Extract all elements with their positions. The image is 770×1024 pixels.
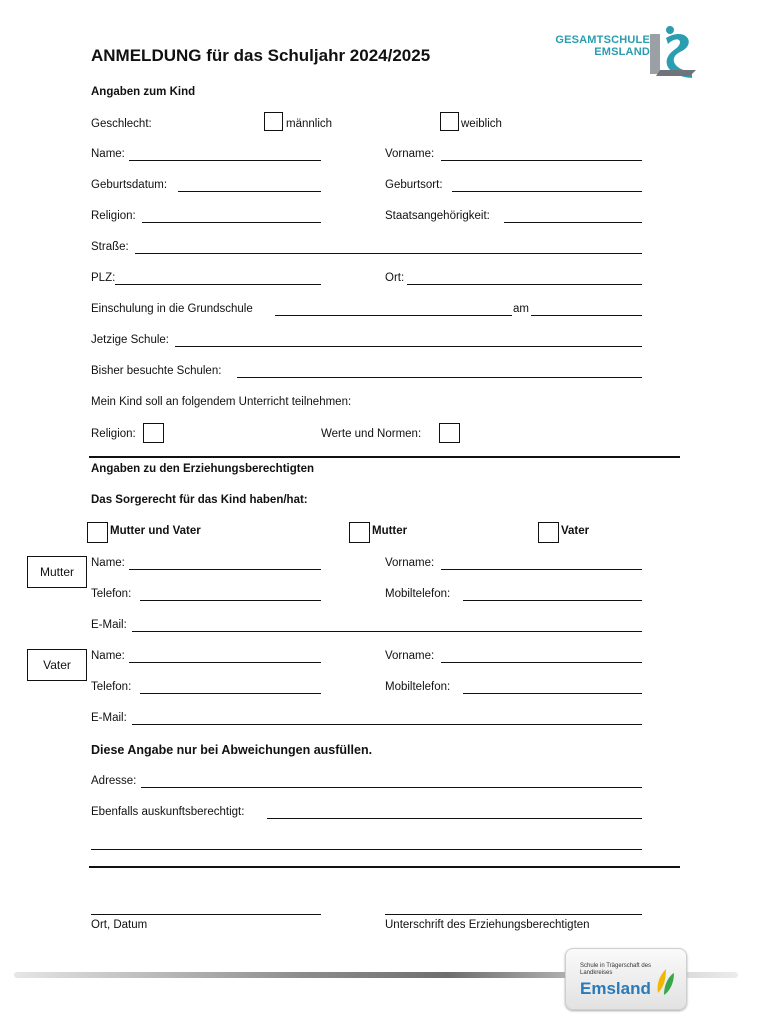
vater-mobil-label: Mobiltelefon: bbox=[385, 681, 451, 693]
vater-vorname-field[interactable] bbox=[441, 662, 642, 663]
sorgerecht-vater-checkbox[interactable] bbox=[538, 522, 559, 543]
sorgerecht-beide-label: Mutter und Vater bbox=[110, 525, 201, 537]
mutter-vorname-field[interactable] bbox=[441, 569, 642, 570]
weiblich-label: weiblich bbox=[461, 118, 502, 130]
emsland-badge bbox=[565, 948, 687, 1010]
sorgerecht-beide-checkbox[interactable] bbox=[87, 522, 108, 543]
adresse-label: Adresse: bbox=[91, 775, 137, 787]
religion-field[interactable] bbox=[142, 222, 321, 223]
mutter-email-label: E-Mail: bbox=[91, 619, 127, 631]
unterschrift-field[interactable] bbox=[385, 914, 642, 915]
auskunft-field[interactable] bbox=[267, 818, 642, 819]
sorgerecht-mutter-label: Mutter bbox=[372, 525, 408, 537]
maennlich-label: männlich bbox=[286, 118, 333, 130]
mutter-mobil-label: Mobiltelefon: bbox=[385, 588, 451, 600]
vater-email-label: E-Mail: bbox=[91, 712, 127, 724]
kind-name-label: Name: bbox=[91, 148, 125, 160]
ort-field[interactable] bbox=[407, 284, 642, 285]
mutter-email-field[interactable] bbox=[132, 631, 642, 632]
logo-line1: GESAMTSCHULE bbox=[555, 34, 650, 46]
strasse-field[interactable] bbox=[135, 253, 642, 254]
school-logo bbox=[556, 24, 706, 80]
maennlich-checkbox[interactable] bbox=[264, 112, 283, 131]
ort-label: Ort: bbox=[385, 272, 405, 284]
einschulung-field[interactable] bbox=[275, 315, 512, 316]
geburtsdatum-label: Geburtsdatum: bbox=[91, 179, 168, 191]
einschulung-am-label: am bbox=[513, 303, 529, 315]
vater-name-label: Name: bbox=[91, 650, 125, 662]
adresse-field[interactable] bbox=[141, 787, 642, 788]
badge-emsland-text: Emsland bbox=[580, 979, 651, 998]
mutter-telefon-field[interactable] bbox=[140, 600, 321, 601]
form-title: ANMELDUNG für das Schuljahr 2024/2025 bbox=[91, 46, 431, 65]
vater-telefon-field[interactable] bbox=[140, 693, 321, 694]
bisher-schulen-field[interactable] bbox=[237, 377, 642, 378]
strasse-label: Straße: bbox=[91, 241, 129, 253]
kind-vorname-label: Vorname: bbox=[385, 148, 435, 160]
mutter-name-field[interactable] bbox=[129, 569, 321, 570]
logo-figure-icon bbox=[646, 24, 702, 80]
religion-option-label: Religion: bbox=[91, 428, 136, 440]
auskunft-label: Ebenfalls auskunftsberechtigt: bbox=[91, 806, 245, 818]
jetzige-schule-field[interactable] bbox=[175, 346, 642, 347]
plz-field[interactable] bbox=[115, 284, 321, 285]
badge-small-text: Schule in Trägerschaft des Landkreises bbox=[580, 963, 652, 976]
vater-mobil-field[interactable] bbox=[463, 693, 642, 694]
staatsangehoerigkeit-label: Staatsangehörigkeit: bbox=[385, 210, 490, 222]
mutter-name-label: Name: bbox=[91, 557, 125, 569]
kind-vorname-field[interactable] bbox=[441, 160, 642, 161]
mutter-mobil-field[interactable] bbox=[463, 600, 642, 601]
werte-normen-checkbox[interactable] bbox=[439, 423, 460, 443]
ort-datum-label: Ort, Datum bbox=[91, 919, 148, 931]
mutter-vorname-label: Vorname: bbox=[385, 557, 435, 569]
sorgerecht-vater-label: Vater bbox=[561, 525, 590, 537]
sorgerecht-title: Das Sorgerecht für das Kind haben/hat: bbox=[91, 494, 308, 506]
religion-unterricht-checkbox[interactable] bbox=[143, 423, 164, 443]
geburtsdatum-field[interactable] bbox=[178, 191, 321, 192]
vater-email-field[interactable] bbox=[132, 724, 642, 725]
sorgerecht-mutter-checkbox[interactable] bbox=[349, 522, 370, 543]
section-erziehung-title: Angaben zu den Erziehungsberechtigten bbox=[91, 463, 314, 475]
religion-label: Religion: bbox=[91, 210, 136, 222]
weiblich-checkbox[interactable] bbox=[440, 112, 459, 131]
mutter-side-label: Mutter bbox=[27, 556, 87, 588]
geburtsort-label: Geburtsort: bbox=[385, 179, 443, 191]
abweichung-title: Diese Angabe nur bei Abweichungen ausfüllen. bbox=[91, 743, 373, 757]
emsland-leaf-icon bbox=[654, 967, 676, 997]
unterricht-frage: Mein Kind soll an folgendem Unterricht teilnehmen: bbox=[91, 396, 352, 408]
vater-name-field[interactable] bbox=[129, 662, 321, 663]
vater-side-label: Vater bbox=[27, 649, 87, 681]
jetzige-schule-label: Jetzige Schule: bbox=[91, 334, 169, 346]
staatsangehoerigkeit-field[interactable] bbox=[504, 222, 642, 223]
plz-label: PLZ: bbox=[91, 272, 116, 284]
geschlecht-label: Geschlecht: bbox=[91, 118, 152, 130]
einschulung-datum-field[interactable] bbox=[531, 315, 642, 316]
auskunft-field-2[interactable] bbox=[91, 849, 642, 850]
werte-normen-label: Werte und Normen: bbox=[321, 428, 422, 440]
section-divider-2 bbox=[89, 866, 680, 868]
unterschrift-label: Unterschrift des Erziehungsberechtigten bbox=[385, 919, 590, 931]
section-kind-title: Angaben zum Kind bbox=[91, 86, 196, 98]
ort-datum-field[interactable] bbox=[91, 914, 321, 915]
mutter-telefon-label: Telefon: bbox=[91, 588, 132, 600]
bisher-schulen-label: Bisher besuchte Schulen: bbox=[91, 365, 222, 377]
section-divider bbox=[89, 456, 680, 458]
vater-telefon-label: Telefon: bbox=[91, 681, 132, 693]
geburtsort-field[interactable] bbox=[452, 191, 642, 192]
logo-line2: EMSLAND bbox=[594, 46, 650, 58]
kind-name-field[interactable] bbox=[129, 160, 321, 161]
vater-vorname-label: Vorname: bbox=[385, 650, 435, 662]
einschulung-label: Einschulung in die Grundschule bbox=[91, 303, 253, 315]
